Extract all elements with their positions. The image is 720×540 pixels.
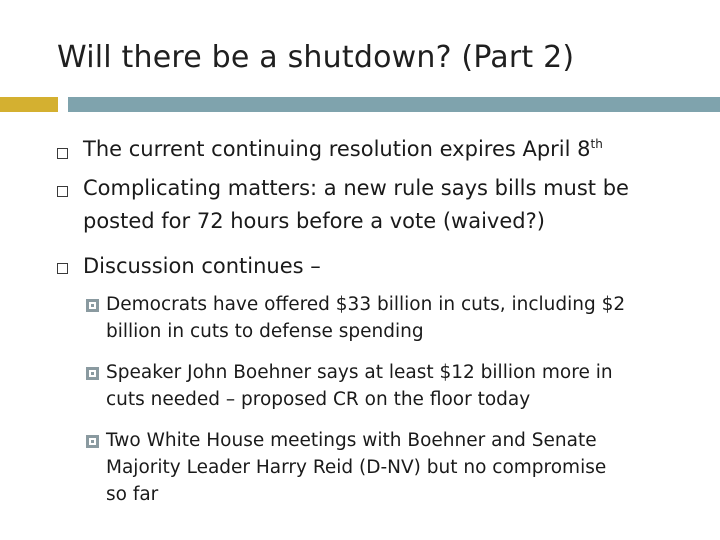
bullet-1 (83, 133, 603, 166)
sub-bullet-3-line2: Majority Leader Harry Reid (D-NV) but no compromise (106, 457, 607, 478)
bullet-1-sup: th (590, 137, 603, 151)
sub-bullet-2-line1: Speaker John Boehner says at least $12 billion more in (106, 362, 613, 383)
slide-title: Will there be a shutdown? (Part 2) (57, 40, 575, 75)
sub-bullet-square-icon (86, 435, 99, 448)
bullet-1-text: The current continuing resolution expires April 8 (83, 137, 591, 161)
bullet-box-icon (57, 148, 68, 159)
bullet-3 (83, 250, 321, 283)
sub-bullet-square-icon (86, 367, 99, 380)
sub-bullet-3-line1: Two White House meetings with Boehner and Senate (106, 430, 597, 451)
sub-bullet-3-line3: so far (106, 484, 159, 505)
bullet-box-icon (57, 186, 68, 197)
bullet-2-line1: Complicating matters: a new rule says bills must be (83, 176, 629, 200)
bullet-box-icon (57, 263, 68, 274)
sub-bullet-1-line2: billion in cuts to defense spending (106, 321, 424, 342)
sub-bullet-1 (106, 291, 625, 345)
sub-bullet-1-line1: Democrats have offered $33 billion in cuts, including $2 (106, 294, 626, 315)
bullet-2 (83, 172, 629, 238)
sub-bullet-2-line2: cuts needed – proposed CR on the floor today (106, 389, 531, 410)
bullet-2-line2: posted for 72 hours before a vote (waived?) (83, 209, 545, 233)
sub-bullet-square-icon (86, 299, 99, 312)
bullet-3-text: Discussion continues – (83, 254, 321, 278)
sub-bullet-2 (106, 359, 613, 413)
sub-bullet-3 (106, 427, 606, 508)
